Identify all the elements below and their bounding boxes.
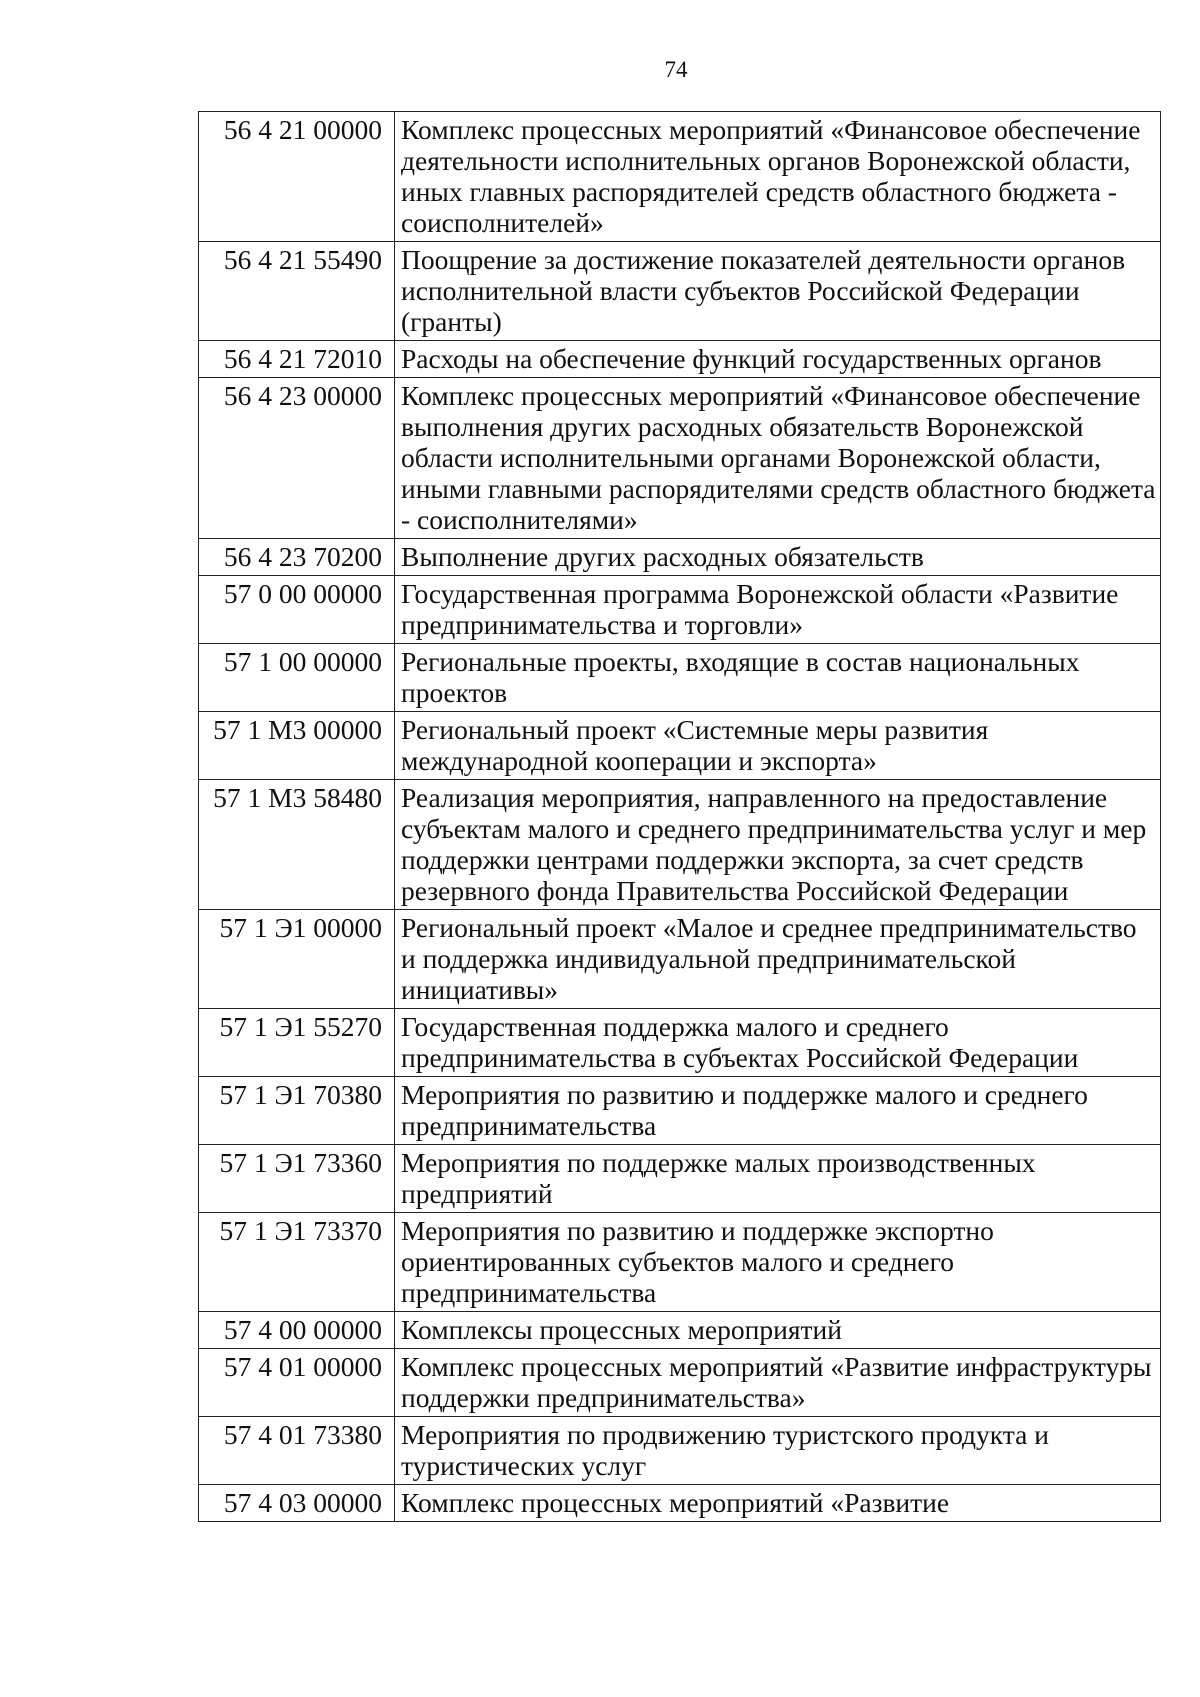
row-description: Региональный проект «Малое и среднее предпринимательство и поддержка индивидуальной предпринимательской инициативы» bbox=[395, 910, 1161, 1009]
table-row bbox=[199, 910, 1161, 1009]
row-code: 57 1 Э1 73370 bbox=[199, 1213, 395, 1312]
table-row bbox=[199, 242, 1161, 341]
page-number: 74 bbox=[664, 57, 688, 82]
table-row bbox=[199, 644, 1161, 712]
table-row bbox=[199, 780, 1161, 910]
table-row bbox=[199, 1213, 1161, 1312]
row-code: 57 4 00 00000 bbox=[199, 1312, 395, 1349]
table-row bbox=[199, 1485, 1161, 1522]
row-code: 57 1 00 00000 bbox=[199, 644, 395, 712]
table-row bbox=[199, 712, 1161, 780]
row-description: Государственная поддержка малого и среднего предпринимательства в субъектах Российской Федерации bbox=[395, 1009, 1161, 1077]
row-code: 56 4 21 00000 bbox=[199, 112, 395, 242]
row-code: 57 1 Э1 55270 bbox=[199, 1009, 395, 1077]
row-description: Мероприятия по развитию и поддержке малого и среднего предпринимательства bbox=[395, 1077, 1161, 1145]
table-row bbox=[199, 1145, 1161, 1213]
table-row bbox=[199, 1009, 1161, 1077]
row-code: 57 1 Э1 70380 bbox=[199, 1077, 395, 1145]
table-row bbox=[199, 1312, 1161, 1349]
row-code: 57 1 Э1 00000 bbox=[199, 910, 395, 1009]
row-code: 56 4 23 00000 bbox=[199, 378, 395, 539]
table-row bbox=[199, 341, 1161, 378]
budget-classification-table bbox=[198, 111, 1161, 1522]
row-code: 57 0 00 00000 bbox=[199, 576, 395, 644]
row-description: Комплекс процессных мероприятий «Финансовое обеспечение выполнения других расходных обязательств Воронежской области исполнительными органами Воронежской области, иными главными распорядителями средств областного бюджета - соисполнителями» bbox=[395, 378, 1161, 539]
row-description: Региональный проект «Системные меры развития международной кооперации и экспорта» bbox=[395, 712, 1161, 780]
row-description: Мероприятия по поддержке малых производственных предприятий bbox=[395, 1145, 1161, 1213]
row-code: 57 4 01 00000 bbox=[199, 1349, 395, 1417]
row-code: 57 4 03 00000 bbox=[199, 1485, 395, 1522]
row-description: Расходы на обеспечение функций государственных органов bbox=[395, 341, 1161, 378]
row-description: Комплекс процессных мероприятий «Развитие инфраструктуры поддержки предпринимательства» bbox=[395, 1349, 1161, 1417]
table-row bbox=[199, 378, 1161, 539]
table-row bbox=[199, 1417, 1161, 1485]
table-row bbox=[199, 539, 1161, 576]
row-code: 56 4 23 70200 bbox=[199, 539, 395, 576]
row-description: Комплекс процессных мероприятий «Финансовое обеспечение деятельности исполнительных органов Воронежской области, иных главных распорядителей средств областного бюджета - соисполнителей» bbox=[395, 112, 1161, 242]
row-code: 57 1 М3 00000 bbox=[199, 712, 395, 780]
row-code: 56 4 21 72010 bbox=[199, 341, 395, 378]
table-row bbox=[199, 1349, 1161, 1417]
row-description: Поощрение за достижение показателей деятельности органов исполнительной власти субъектов Российской Федерации (гранты) bbox=[395, 242, 1161, 341]
row-description: Государственная программа Воронежской области «Развитие предпринимательства и торговли» bbox=[395, 576, 1161, 644]
row-description: Мероприятия по продвижению туристского продукта и туристических услуг bbox=[395, 1417, 1161, 1485]
row-code: 57 1 М3 58480 bbox=[199, 780, 395, 910]
table-row bbox=[199, 576, 1161, 644]
row-description: Региональные проекты, входящие в состав национальных проектов bbox=[395, 644, 1161, 712]
row-code: 57 4 01 73380 bbox=[199, 1417, 395, 1485]
row-code: 57 1 Э1 73360 bbox=[199, 1145, 395, 1213]
row-description: Выполнение других расходных обязательств bbox=[395, 539, 1161, 576]
row-description: Комплексы процессных мероприятий bbox=[395, 1312, 1161, 1349]
row-description: Мероприятия по развитию и поддержке экспортно ориентированных субъектов малого и среднего предпринимательства bbox=[395, 1213, 1161, 1312]
row-description: Комплекс процессных мероприятий «Развитие bbox=[395, 1485, 1161, 1522]
table-row bbox=[199, 1077, 1161, 1145]
table-row bbox=[199, 112, 1161, 242]
row-code: 56 4 21 55490 bbox=[199, 242, 395, 341]
row-description: Реализация мероприятия, направленного на предоставление субъектам малого и среднего предпринимательства услуг и мер поддержки центрами поддержки экспорта, за счет средств резервного фонда Правительства Российской Федерации bbox=[395, 780, 1161, 910]
